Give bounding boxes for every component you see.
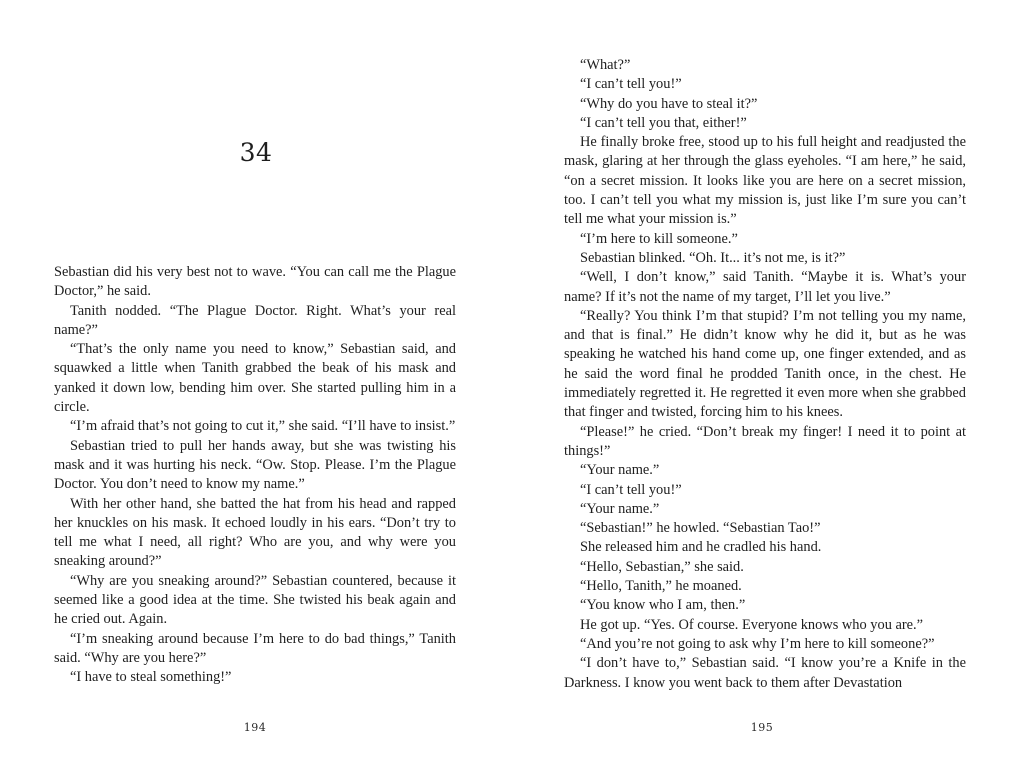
paragraph: “Hello, Tanith,” he moaned. [580, 578, 742, 595]
paragraph: “Hello, Sebastian,” she said. [580, 558, 744, 575]
paragraph: “Why do you have to steal it?” [580, 95, 758, 112]
left-page-body [54, 263, 456, 688]
paragraph: “That’s the only name you need to know,” Sebastian said, and squawked a little when Tanith grabbed the beak of his mask and yanked it down low, bending him over. She started pulling him in a circle. [54, 341, 456, 416]
paragraph: “I’m sneaking around because I’m here to do bad things,” Tanith said. “Why are you here?” [54, 630, 456, 666]
paragraph: He got up. “Yes. Of course. Everyone knows who you are.” [580, 616, 924, 633]
paragraph: “You know who I am, then.” [580, 597, 746, 614]
paragraph: “Your name.” [580, 500, 660, 517]
paragraph: Sebastian did his very best not to wave. “You can call me the Plague Doctor,” he said. [54, 264, 456, 300]
paragraph: “I don’t have to,” Sebastian said. “I know you’re a Knife in the Darkness. I know you went back to them after Devastation [564, 655, 966, 691]
paragraph: She released him and he cradled his hand. [580, 539, 822, 556]
paragraph: Tanith nodded. “The Plague Doctor. Right. What’s your real name?” [54, 302, 456, 338]
paragraph: Sebastian blinked. “Oh. It... it’s not me, is it?” [580, 249, 846, 266]
paragraph: “Really? You think I’m that stupid? I’m not telling you my name, and that is final.” He didn’t know why he did it, but as he was speaking he watched his hand come up, one finger extended, and as he said the word final he prodded Tanith once, in the chest. He immediately regretted it. He regretted it even more when she grabbed that finger and twisted, forcing him to his knees. [564, 307, 966, 421]
paragraph: “I’m here to kill someone.” [580, 230, 738, 247]
paragraph: “Well, I don’t know,” said Tanith. “Maybe it is. What’s your name? If it’s not the name of my target, I’ll let you live.” [564, 269, 966, 305]
paragraph: “I can’t tell you!” [580, 481, 682, 498]
chapter-number: 34 [239, 138, 273, 167]
paragraph: “I have to steal something!” [70, 669, 232, 686]
paragraph: “I’m afraid that’s not going to cut it,” she said. “I’ll have to insist.” [70, 418, 456, 435]
paragraph: “Please!” he cried. “Don’t break my finger! I need it to point at things!” [564, 423, 966, 459]
paragraph: “I can’t tell you!” [580, 76, 682, 93]
paragraph: He finally broke free, stood up to his full height and readjusted the mask, glaring at her through the glass eyeholes. “I am here,” he said, “on a secret mission. It looks like you are here on a secret mission, too. I can’t tell you what my mission is, just like I’m sure you can’t tell me what your mission is.” [564, 134, 966, 228]
paragraph: “And you’re not going to ask why I’m here to kill someone?” [580, 635, 935, 652]
paragraph: “Why are you sneaking around?” Sebastian countered, because it seemed like a good idea at the time. She twisted his beak again and he cried out. Again. [54, 572, 456, 628]
paragraph: “I can’t tell you that, either!” [580, 114, 747, 131]
page-number-left: 194 [243, 721, 267, 734]
right-page-body [564, 56, 966, 693]
paragraph: “Your name.” [580, 462, 660, 479]
page-number-right: 195 [750, 721, 774, 734]
paragraph: Sebastian tried to pull her hands away, but she was twisting his mask and it was hurting his neck. “Ow. Stop. Please. I’m the Plague Doctor. You don’t need to know my name.” [54, 437, 456, 493]
paragraph: “What?” [580, 57, 631, 73]
paragraph: “Sebastian!” he howled. “Sebastian Tao!” [580, 520, 821, 537]
right-page [510, 0, 1020, 783]
paragraph: With her other hand, she batted the hat from his head and rapped her knuckles on his mask. It echoed loudly in his ears. “Don’t try to tell me what I need, all right? Who are you, and why were you sneaking around?” [54, 495, 456, 570]
